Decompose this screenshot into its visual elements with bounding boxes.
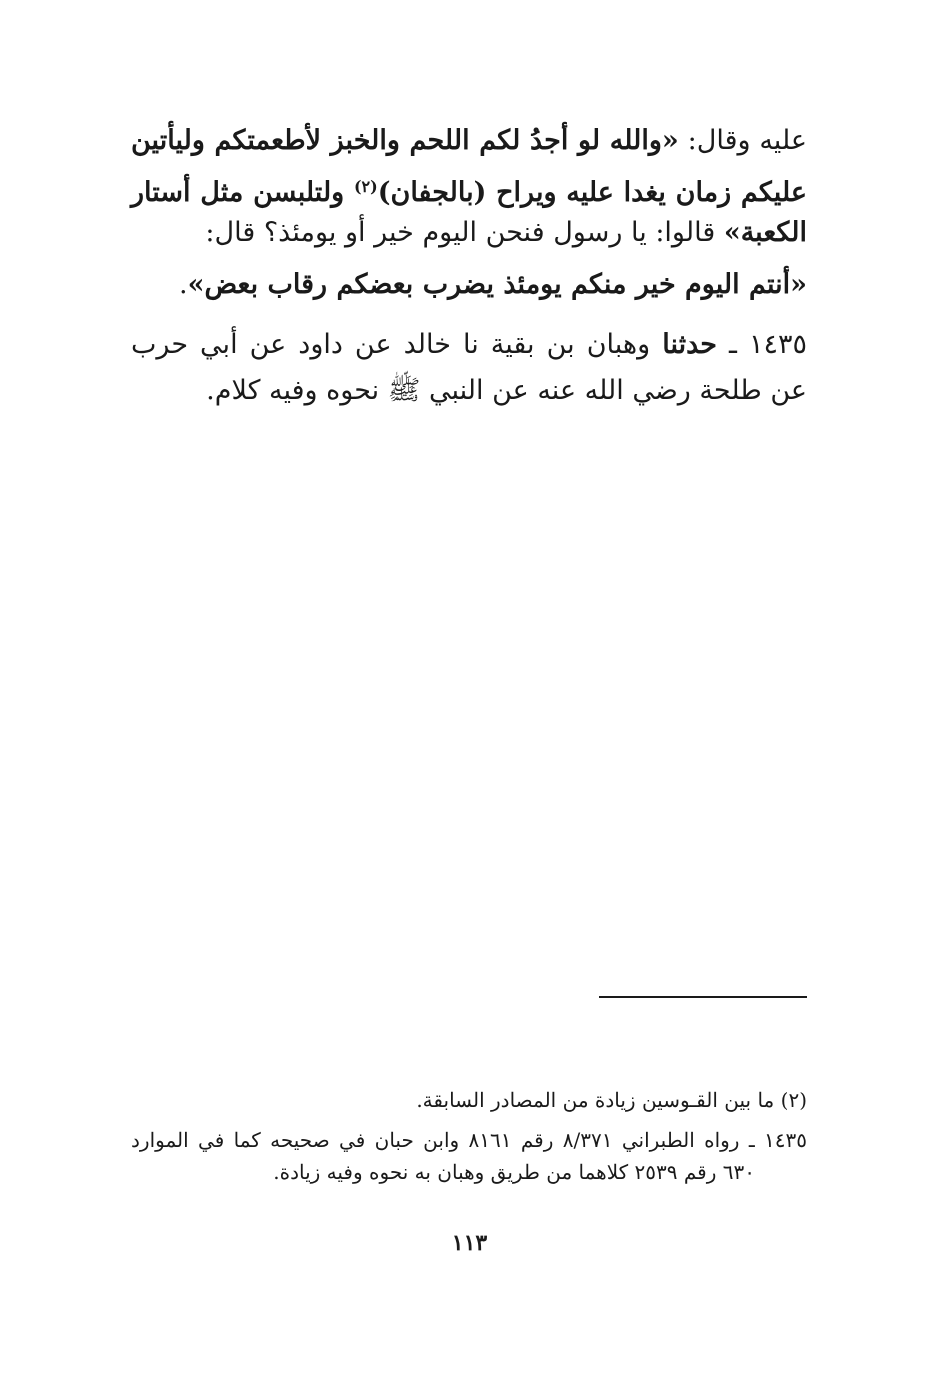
footnote-2 <box>131 1084 807 1116</box>
text-line: عليه وقال: «والله لو أجدُ لكم اللحم والخبز لأطعمتكم وليأتين <box>131 125 807 156</box>
text-line: عن طلحة رضي الله عنه عن النبي ﷺ نحوه وفيه كلام. <box>206 375 807 406</box>
text-line: عليكم زمان يغدا عليه ويراح (بالجفان)$^{(٢)}$ ولتلبسن مثل أستار <box>131 177 807 208</box>
footnote-ref: (٢) <box>353 177 378 196</box>
footnote-line: ١٤٣٥ ـ رواه الطبراني ٨/٣٧١ رقم ٨١٦١ وابن حبان في صحيحه كما في الموارد <box>131 1128 808 1152</box>
text-line: ١٤٣٥ ـ حدثنا وهبان بن بقية نا خالد عن داود عن أبي حرب <box>131 329 808 360</box>
paragraph-quote <box>131 262 807 308</box>
paragraph-hadith-1435 <box>131 322 807 414</box>
text-line: «أنتم اليوم خير منكم يومئذ يضرب بعضكم رقاب بعض». <box>179 269 807 300</box>
footnote-line: ٦٣٠ رقم ٢٥٣٩ كلاهما من طريق وهبان به نحوه وفيه زيادة. <box>273 1160 755 1184</box>
footnote-1435 <box>131 1124 807 1188</box>
quote-bold: «والله لو أجدُ لكم اللحم والخبز لأطعمتكم وليأتين <box>131 125 679 156</box>
paragraph-prophet-saying <box>131 118 807 256</box>
page-number: ١١٣ <box>451 1230 488 1256</box>
footnote-divider <box>599 996 807 998</box>
text-line: الكعبة» قالوا: يا رسول فنحن اليوم خير أو يومئذ؟ قال: <box>205 217 807 248</box>
footnote-line: (٢) ما بين القـوسين زيادة من المصادر السابقة. <box>416 1088 807 1112</box>
hadith-number: ١٤٣٥ ـ <box>717 329 808 360</box>
